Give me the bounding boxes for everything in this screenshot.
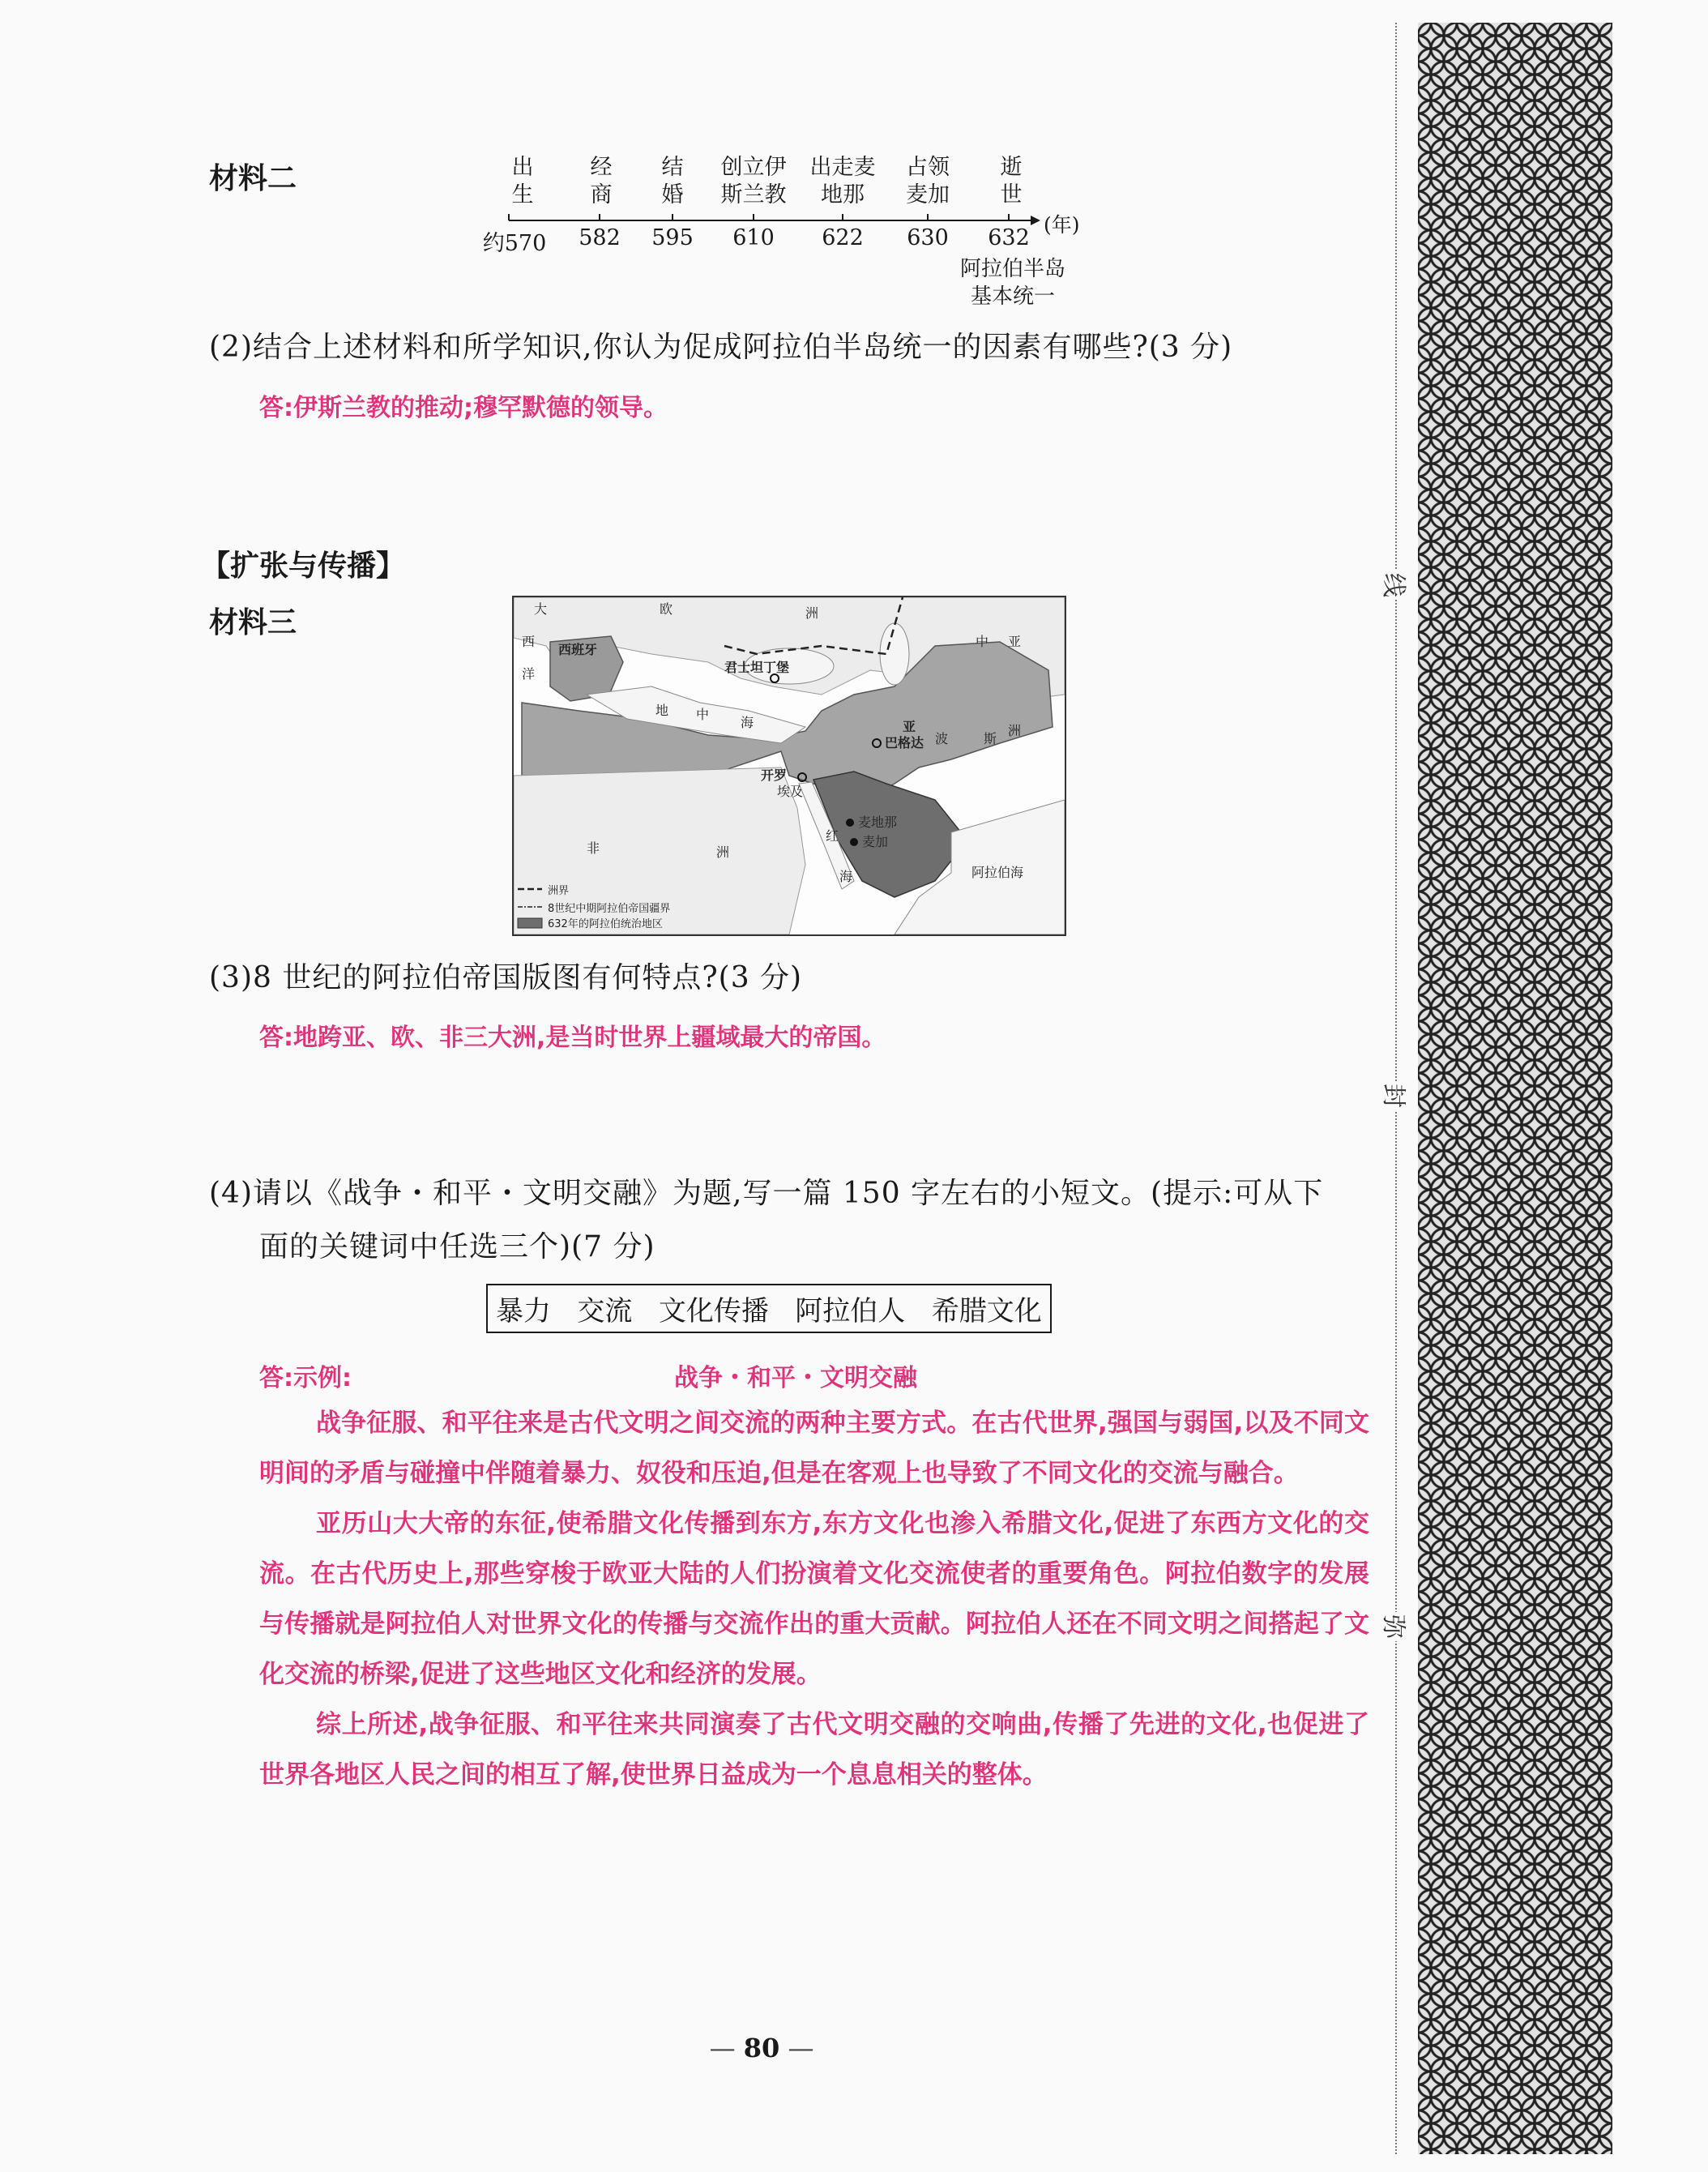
map-label: 亚	[903, 719, 916, 734]
map-label: 巴格达	[885, 735, 924, 750]
map-label: 红	[826, 828, 839, 844]
map-label: 波	[935, 731, 949, 746]
map-label: 开罗	[761, 767, 788, 783]
map-label: 洲	[716, 844, 730, 860]
map-label: 中	[696, 707, 710, 722]
map-label: 埃及	[777, 784, 804, 799]
legend-label: 洲界	[548, 885, 570, 897]
map-label: 海	[741, 715, 754, 730]
essay-paragraph: 战争征服、和平往来是古代文明之间交流的两种主要方式。在古代世界,强国与弱国,以及不同文明间的矛盾与碰撞中伴随着暴力、奴役和压迫,但是在客观上也导致了不同文化的交流与融合。	[259, 1409, 1369, 1488]
material3-label: 材料三	[209, 606, 297, 639]
question-4-line1: (4)请以《战争・和平・文明交融》为题,写一篇 150 字左右的小短文。(提示:可从下	[209, 1177, 1324, 1210]
section-title: 【扩张与传播】	[201, 549, 406, 583]
map-label: 地	[655, 703, 669, 718]
map-label: 麦加	[862, 834, 889, 849]
essay-title: 战争・和平・文明交融	[674, 1364, 917, 1392]
timeline-note: 阿拉伯半岛 基本统一	[959, 257, 1065, 309]
timeline-event-marriage: 结 婚	[661, 155, 684, 207]
margin-char-mi: 弥	[1378, 1612, 1414, 1641]
timeline-year: 582	[579, 225, 621, 250]
arab-empire-map	[512, 596, 1066, 936]
timeline	[482, 146, 1080, 309]
timeline-event-islam: 创立伊 斯兰教	[720, 155, 787, 207]
question-4-line2: 面的关键词中任选三个)(7 分)	[259, 1230, 655, 1263]
page-number: — 80 —	[709, 2033, 814, 2063]
map-label: 斯	[984, 731, 997, 746]
margin-char-xian: 线	[1378, 571, 1414, 600]
map-label: 亚	[1008, 634, 1022, 649]
timeline-year: 630	[907, 225, 949, 250]
timeline-event-trade: 经 商	[590, 155, 613, 207]
map-label: 洲	[805, 605, 819, 621]
map-label: 欧	[660, 601, 673, 617]
map-label: 麦地那	[858, 814, 898, 830]
map-label: 非	[587, 840, 600, 856]
map-label: 君士坦丁堡	[724, 660, 790, 675]
timeline-unit: (年)	[1044, 213, 1080, 237]
map-label: 海	[839, 869, 853, 884]
map-label: 西	[522, 634, 536, 649]
answer-4-prefix: 答:示例:	[259, 1364, 352, 1392]
timeline-year: 约570	[482, 231, 547, 256]
timeline-year: 632	[988, 225, 1030, 250]
essay-paragraph: 综上所述,战争征服、和平往来共同演奏了古代文明交融的交响曲,传播了先进的文化,也促进了世界各地区人民之间的相互了解,使世界日益成为一个息息相关的整体。	[259, 1710, 1369, 1789]
map-label: 洋	[522, 666, 536, 682]
material2-label: 材料二	[209, 162, 297, 195]
margin-char-feng: 封	[1378, 1081, 1414, 1110]
map-label: 阿拉伯海	[971, 865, 1024, 880]
timeline-event-death: 逝 世	[1000, 155, 1023, 207]
timeline-year: 610	[732, 225, 775, 250]
question-2: (2)结合上述材料和所学知识,你认为促成阿拉伯半岛统一的因素有哪些?(3 分)	[209, 331, 1233, 364]
keywords-box: 暴力 交流 文化传播 阿拉伯人 希腊文化	[486, 1284, 1052, 1333]
decorative-pattern-strip	[1418, 23, 1612, 2154]
medina-marker	[846, 819, 854, 827]
question-3: (3)8 世纪的阿拉伯帝国版图有何特点?(3 分)	[209, 961, 803, 994]
mecca-marker	[850, 838, 858, 846]
map-label: 大	[534, 601, 548, 617]
legend-label: 632年的阿拉伯统治地区	[548, 918, 663, 930]
answer-3: 答:地跨亚、欧、非三大洲,是当时世界上疆域最大的帝国。	[259, 1024, 886, 1052]
map-label: 洲	[1008, 723, 1022, 738]
answer-2: 答:伊斯兰教的推动;穆罕默德的领导。	[259, 394, 668, 422]
essay-paragraph: 亚历山大大帝的东征,使希腊文化传播到东方,东方文化也渗入希腊文化,促进了东西方文化的交流。在古代历史上,那些穿梭于欧亚大陆的人们扮演着文化交流使者的重要角色。阿拉伯数字的发展与传播就是阿拉伯人对世界文化的传播与交流作出的重大贡献。阿拉伯人还在不同文明之间搭起了文化交流的桥梁,促进了这些地区文化和经济的发展。	[259, 1509, 1369, 1689]
essay-body	[259, 1398, 1369, 1800]
timeline-year: 622	[822, 225, 864, 250]
legend-label: 8世纪中期阿拉伯帝国疆界	[548, 903, 671, 915]
map-label: 中	[976, 634, 989, 649]
timeline-event-mecca: 占领 麦加	[906, 155, 950, 207]
map-label: 西班牙	[558, 642, 598, 657]
timeline-year: 595	[651, 225, 694, 250]
timeline-event-birth: 出 生	[511, 155, 534, 207]
timeline-event-medina: 出走麦 地那	[809, 155, 876, 207]
